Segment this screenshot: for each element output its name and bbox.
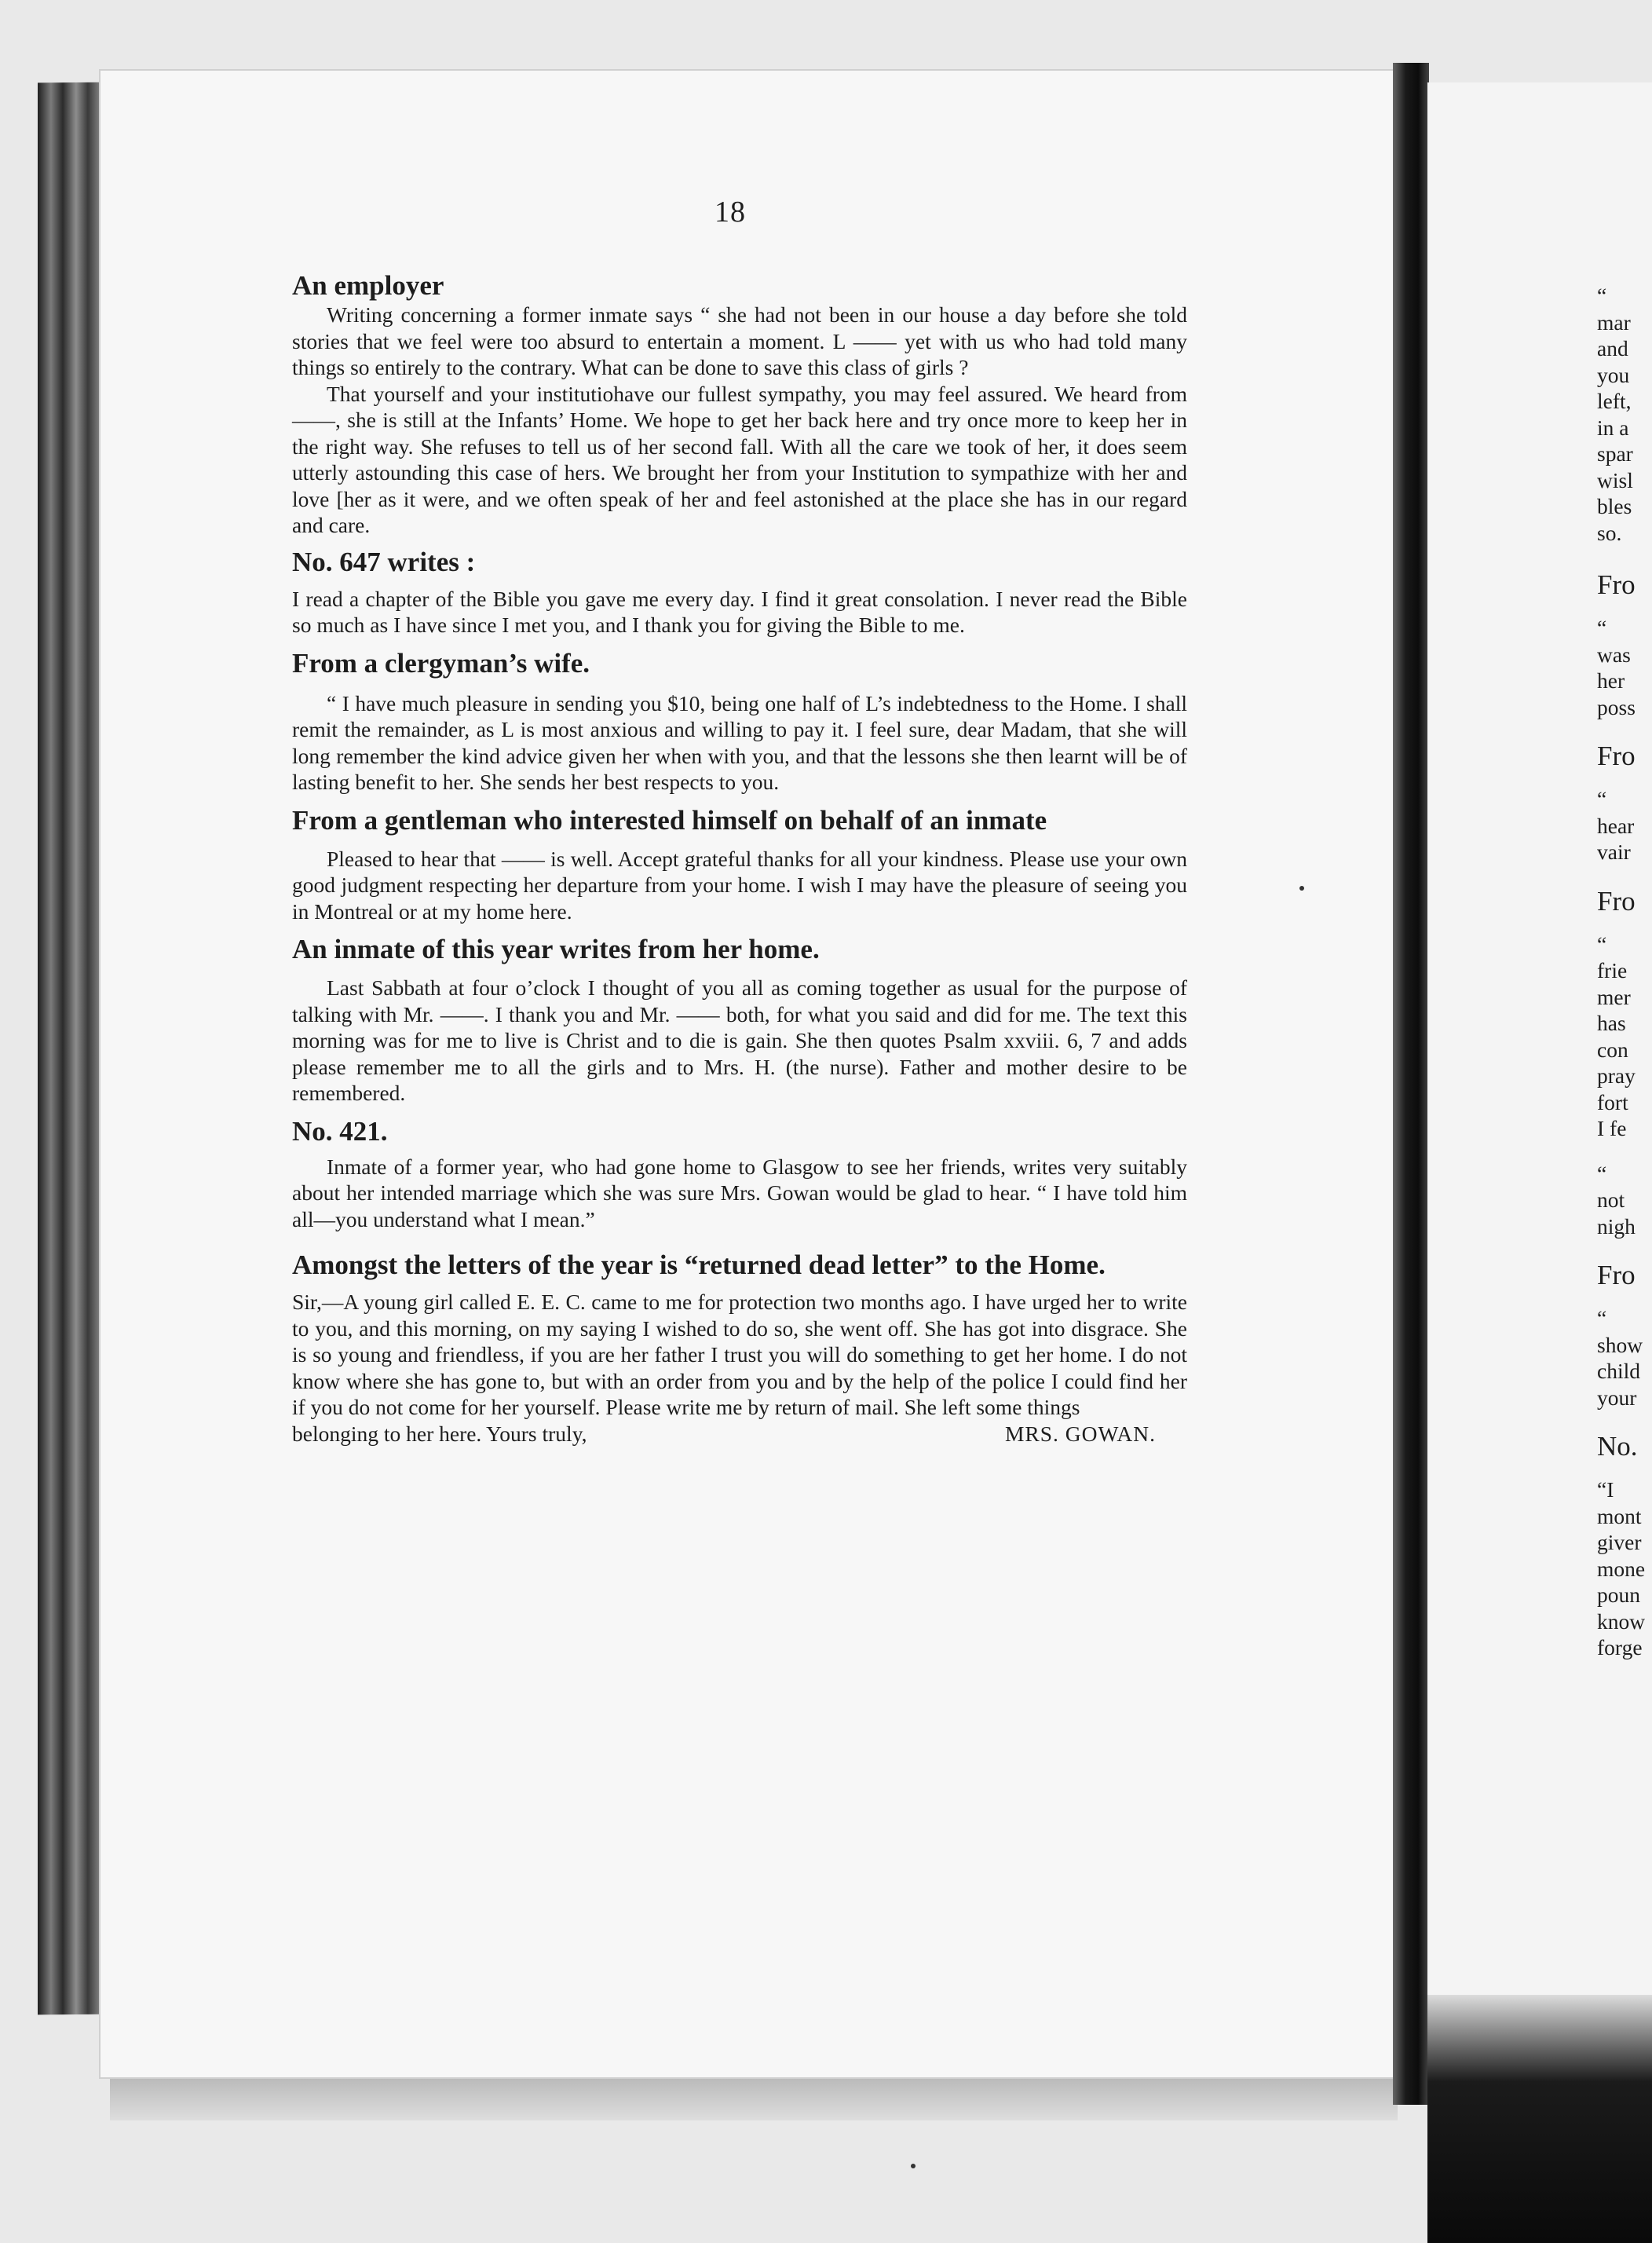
facing-line: “ [1597, 931, 1607, 957]
section-heading: No. 421. [292, 1115, 388, 1147]
closing-text: belonging to her here. Yours truly, [292, 1421, 587, 1446]
page-number: 18 [715, 196, 746, 229]
section-heading: An employer [292, 270, 444, 301]
facing-line: nigh [1597, 1213, 1636, 1239]
section-heading: Amongst the letters of the year is “returned dead letter” to the Home. [292, 1250, 1106, 1280]
signature: MRS. GOWAN. [1004, 1421, 1156, 1446]
facing-line: you [1597, 362, 1630, 387]
facing-line: frie [1597, 958, 1628, 982]
facing-line: hear [1597, 813, 1635, 838]
paragraph: Last Sabbath at four o’clock I thought of you all as coming together as usual for the purpose of talking with Mr. ——. I thank you and Mr. —— both, for what you said and did for me. The text this morning was for me to live is Christ and to die is gain. She then quotes Psalm xxviii. 6, 7 and adds please remember me to all the girls and to Mrs. H. (the nurse). Father and mother desire to be remembered. [292, 975, 1187, 1105]
facing-line: “ [1597, 1306, 1607, 1330]
facing-line: left, [1597, 389, 1632, 413]
facing-page-shadow [1427, 1995, 1652, 2243]
ink-spot [1299, 886, 1304, 891]
facing-line: “ [1597, 1161, 1607, 1186]
facing-page-text [1597, 283, 1652, 1661]
facing-line: has [1597, 1011, 1626, 1035]
facing-line: and [1597, 336, 1628, 360]
paragraph: Writing concerning a former inmate says “ she had not been in our house a day before she told stories that we feel were too absurd to entertain a moment. L —— yet with us who had told many things so entirely to the contrary. What can be done to save this class of girls ? [292, 302, 1187, 379]
facing-line: in a [1597, 415, 1629, 440]
section-heading: From a gentleman who interested himself on behalf of an inmate [292, 804, 1047, 836]
facing-line: “ [1597, 787, 1607, 811]
facing-line: know [1597, 1608, 1646, 1634]
facing-heading: No. [1597, 1431, 1638, 1462]
facing-heading: Fro [1597, 1260, 1636, 1290]
paragraph: That yourself and your institutiohave our fullest sympathy, you may feel assured. We heard from ——, she is still at the Infants’ Home. We hope to get her back here and try once more to keep her in the right way. She refuses to tell us of her second fall. With all the care we took of her, it does seem utterly astounding this case of hers. We brought her from your Institution to sympathize with her and love [her as it were, and we often speak of her and feel astonished at the place she has in our regard and care. [292, 381, 1187, 537]
facing-line: con [1597, 1037, 1628, 1062]
facing-line: show [1597, 1332, 1643, 1357]
paragraph: Inmate of a former year, who had gone home to Glasgow to see her friends, writes very suitably about her intended marriage which she was sure Mrs. Gowan would be glad to hear. “ I have told him all—you understand what I mean.” [292, 1154, 1187, 1231]
facing-line: “ [1597, 616, 1607, 640]
section-heading: No. 647 writes : [292, 546, 476, 577]
signature-line [292, 1421, 1187, 1447]
facing-line: pray [1597, 1063, 1636, 1088]
page-text [292, 236, 1187, 1447]
facing-line: mont [1597, 1503, 1642, 1528]
ink-spot [911, 2164, 916, 2168]
facing-line: mar [1597, 309, 1631, 335]
facing-line: bles [1597, 494, 1632, 518]
facing-line: “I [1597, 1477, 1614, 1502]
facing-heading: Fro [1597, 885, 1636, 917]
section-heading: From a clergyman’s wife. [292, 647, 590, 679]
facing-heading: Fro [1597, 741, 1636, 771]
facing-line: mer [1597, 984, 1631, 1009]
facing-line: was [1597, 642, 1631, 667]
facing-line: poss [1597, 694, 1636, 719]
facing-heading: Fro [1597, 569, 1636, 600]
paragraph: Sir,—A young girl called E. E. C. came to me for protection two months ago. I have urged her to write to you, and this morning, on my saying I wished to do so, she went off. She has got into disgrace. She is so young and friendless, if you are her father I trust you will do something to get her home. I do not know where she has gone to, but with an order from you and by the help of the police I could find her if you do not come for her yourself. Please write me by return of mail. She left some things [292, 1290, 1187, 1419]
paragraph: I read a chapter of the Bible you gave me every day. I find it great consolation. I never read the Bible so much as I have since I met you, and I thank you for giving the Bible to me. [292, 586, 1187, 637]
facing-line: not [1597, 1187, 1625, 1212]
facing-line: wisl [1597, 467, 1633, 492]
paragraph: Pleased to hear that —— is well. Accept grateful thanks for all your kindness. Please use your own good judgment respecting her departure from your home. I wish I may have the pleasure of seeing you in Montreal or at my home here. [292, 846, 1187, 924]
facing-line: her [1597, 668, 1625, 693]
facing-line: spar [1597, 441, 1633, 466]
facing-line: your [1597, 1385, 1637, 1410]
facing-line: so. [1597, 520, 1622, 545]
facing-line: mone [1597, 1556, 1646, 1581]
book-gutter [1393, 63, 1429, 2105]
facing-line: poun [1597, 1583, 1640, 1607]
facing-line: forge [1597, 1635, 1643, 1659]
facing-line: giver [1597, 1530, 1642, 1554]
facing-line: vair [1597, 840, 1631, 864]
facing-line: I fe [1597, 1116, 1627, 1140]
facing-line: “ [1597, 284, 1607, 308]
facing-line: child [1597, 1359, 1640, 1383]
paragraph: “ I have much pleasure in sending you $10, being one half of L’s indebtedness to the Home. I shall remit the remainder, as L is most anxious and willing to pay it. I feel sure, dear Madam, that she will long remember the kind advice given her when with you, and that the lessons she then learnt will be of lasting benefit to her. She sends her best respects to you. [292, 690, 1187, 794]
facing-line: fort [1597, 1089, 1628, 1114]
section-heading: An inmate of this year writes from her home. [292, 934, 820, 964]
